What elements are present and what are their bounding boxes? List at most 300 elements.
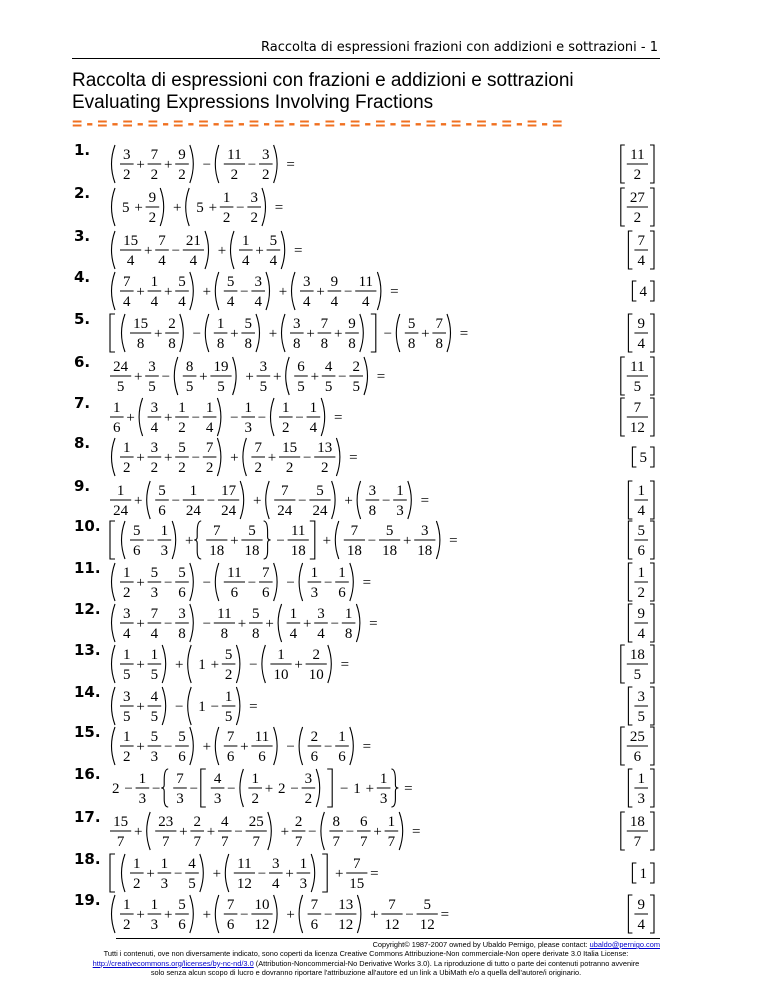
- integer: 5: [196, 200, 204, 216]
- exercise-number: 19.: [74, 891, 101, 909]
- answer-bracket-right: [650, 188, 654, 226]
- operator: +: [136, 284, 145, 300]
- answer-bracket-left: [628, 481, 632, 519]
- paren-mark: [274, 563, 278, 601]
- fraction-numerator: 7: [176, 771, 184, 787]
- operator: +: [212, 866, 222, 882]
- fraction-denominator: 18: [417, 543, 433, 559]
- fraction-numerator: 5: [423, 897, 431, 913]
- fraction-numerator: 1: [379, 771, 388, 787]
- answer-bracket-left: [628, 231, 632, 269]
- fraction-numerator: 5: [178, 274, 186, 290]
- answer-integer: 5: [639, 450, 647, 466]
- email-link[interactable]: ubaldo@pernigo.com: [589, 940, 660, 949]
- fraction-numerator: 2: [193, 814, 201, 830]
- paren-mark: [160, 188, 164, 226]
- exercise-expression: [108, 186, 290, 228]
- bracket-mark: [201, 769, 206, 807]
- operator: =: [249, 699, 258, 715]
- answer-numerator: 25: [629, 729, 645, 745]
- exercise-answer: [600, 767, 656, 809]
- operator: −: [286, 575, 295, 591]
- paren-mark: [162, 645, 166, 683]
- fraction-denominator: 5: [123, 667, 131, 683]
- fraction-denominator: 2: [205, 460, 214, 476]
- fraction-denominator: 5: [185, 379, 194, 395]
- answer-bracket-left: [621, 812, 625, 850]
- paren-mark: [274, 727, 278, 765]
- fraction-denominator: 8: [216, 336, 225, 352]
- exercise-number: 12.: [74, 600, 101, 618]
- bracket-mark: [110, 521, 115, 559]
- paren-mark: [240, 481, 244, 519]
- fraction-numerator: 11: [358, 274, 374, 290]
- answer-denominator: 4: [637, 626, 645, 642]
- exercise-expression: [108, 396, 349, 438]
- fraction-numerator: 3: [150, 440, 159, 456]
- answer-bracket-left: [632, 281, 636, 301]
- fraction-numerator: 1: [123, 565, 131, 581]
- paren-mark: [266, 481, 270, 519]
- fraction-denominator: 12: [419, 917, 435, 933]
- operator: +: [278, 284, 288, 300]
- answer-numerator: 1: [637, 771, 645, 787]
- operator: +: [136, 450, 145, 466]
- operator: +: [373, 824, 382, 840]
- paren-mark: [112, 145, 116, 183]
- fraction-numerator: 1: [133, 856, 141, 872]
- fraction-numerator: 7: [310, 897, 319, 913]
- operator: +: [280, 824, 290, 840]
- paren-mark: [147, 481, 151, 519]
- fraction-denominator: 5: [188, 876, 196, 892]
- bracket-mark: [322, 854, 327, 892]
- fraction-denominator: 8: [293, 336, 301, 352]
- answer-denominator: 4: [637, 336, 645, 352]
- operator: +: [252, 493, 262, 509]
- fraction-numerator: 6: [360, 814, 368, 830]
- answer-numerator: 27: [629, 190, 645, 206]
- paren-mark: [268, 812, 272, 850]
- fraction-denominator: 7: [252, 834, 260, 850]
- fraction-numerator: 13: [338, 897, 354, 913]
- exercise-number: 13.: [74, 641, 101, 659]
- fraction-denominator: 8: [136, 336, 145, 352]
- exercise-answer: [600, 561, 656, 603]
- fraction-numerator: 5: [178, 897, 186, 913]
- fraction-numerator: 3: [272, 856, 280, 872]
- paren-mark: [188, 645, 192, 683]
- fraction-denominator: 3: [138, 791, 147, 807]
- paren-mark: [205, 231, 209, 269]
- fraction-numerator: 15: [133, 316, 149, 332]
- fraction-denominator: 6: [310, 749, 319, 765]
- fraction-denominator: 2: [254, 460, 262, 476]
- operator: +: [210, 657, 220, 673]
- fraction-numerator: 3: [150, 400, 159, 416]
- integer: 2: [112, 781, 120, 797]
- exercise-expression: [108, 810, 427, 852]
- operator: =: [420, 493, 430, 509]
- fraction-denominator: 12: [384, 917, 400, 933]
- paren-mark: [316, 769, 320, 807]
- fraction-numerator: 15: [282, 440, 298, 456]
- fraction-numerator: 3: [304, 771, 313, 787]
- fraction-denominator: 3: [150, 749, 159, 765]
- paren-mark: [266, 272, 270, 310]
- fraction-numerator: 1: [396, 483, 404, 499]
- operator: −: [286, 739, 295, 755]
- operator: +: [265, 616, 274, 632]
- fraction-numerator: 1: [178, 400, 186, 416]
- fraction-denominator: 4: [289, 626, 298, 642]
- operator: +: [153, 326, 163, 342]
- answer-numerator: 9: [637, 897, 645, 913]
- integer: 2: [278, 781, 286, 797]
- operator: +: [199, 369, 208, 385]
- brace-mark: [161, 769, 168, 807]
- operator: −: [240, 907, 249, 923]
- fraction-denominator: 5: [150, 709, 159, 725]
- fraction-numerator: 17: [221, 483, 237, 499]
- operator: +: [255, 243, 264, 259]
- operator: −: [163, 616, 173, 632]
- operator: +: [294, 657, 303, 673]
- fraction-denominator: 2: [230, 167, 239, 183]
- fraction-denominator: 4: [150, 626, 159, 642]
- exercise-expression: [108, 893, 456, 935]
- fraction-denominator: 5: [123, 709, 131, 725]
- paren-mark: [240, 769, 244, 807]
- answer-bracket-right: [650, 481, 654, 519]
- operator: −: [192, 326, 202, 342]
- fraction-denominator: 6: [262, 585, 270, 601]
- bracket-mark: [371, 314, 376, 352]
- fraction-numerator: 2: [294, 814, 303, 830]
- operator: +: [264, 781, 274, 797]
- exercise-answer: [600, 643, 656, 685]
- operator: =: [293, 243, 303, 259]
- fraction-denominator: 8: [344, 626, 353, 642]
- fraction-numerator: 1: [309, 400, 318, 416]
- operator: −: [276, 533, 285, 549]
- paren-mark: [396, 314, 400, 352]
- answer-numerator: 18: [629, 814, 645, 830]
- fraction-denominator: 6: [158, 503, 166, 519]
- paren-mark: [399, 812, 403, 850]
- fraction-numerator: 11: [227, 565, 242, 581]
- fraction-denominator: 3: [150, 585, 159, 601]
- fraction-denominator: 4: [205, 420, 214, 436]
- fraction-numerator: 7: [213, 523, 221, 539]
- operator: =: [404, 781, 413, 797]
- license-link[interactable]: http://creativecommons.org/licenses/by-nc-nd/3.0: [92, 958, 254, 968]
- fraction-numerator: 21: [185, 233, 201, 249]
- fraction-numerator: 7: [320, 316, 329, 332]
- answer-bracket-right: [650, 357, 654, 395]
- fraction-numerator: 5: [150, 729, 159, 745]
- fraction-numerator: 3: [123, 689, 131, 705]
- fraction-numerator: 7: [123, 274, 131, 290]
- answer-denominator: 2: [633, 167, 642, 183]
- bracket-mark: [327, 769, 332, 807]
- paren-mark: [356, 604, 360, 642]
- fraction-denominator: 6: [133, 543, 141, 559]
- exercise-expression: [108, 519, 464, 561]
- fraction-denominator: 2: [133, 876, 141, 892]
- operator: +: [272, 369, 282, 385]
- fraction-denominator: 3: [150, 917, 159, 933]
- fraction-numerator: 3: [250, 190, 258, 206]
- paren-mark: [205, 314, 209, 352]
- fraction-numerator: 7: [150, 147, 159, 163]
- operator: +: [174, 657, 184, 673]
- paren-mark: [147, 812, 151, 850]
- fraction-denominator: 18: [290, 543, 306, 559]
- operator: −: [405, 907, 414, 923]
- paren-mark: [332, 481, 336, 519]
- operator: =: [390, 284, 399, 300]
- fraction-denominator: 6: [178, 917, 186, 933]
- fraction-numerator: 1: [310, 565, 319, 581]
- operator: −: [249, 657, 258, 673]
- paren-mark: [215, 145, 219, 183]
- fraction-numerator: 5: [150, 565, 159, 581]
- copyright-text: Copyright© 1987-2007 owned by Ubaldo Pernigo, please contact:: [372, 940, 590, 949]
- paren-mark: [162, 687, 166, 725]
- operator: +: [268, 326, 278, 342]
- operator: +: [237, 616, 247, 632]
- license-suffix: (Attribution-Noncommercial-No Derivative Works 3.0). La riproduzione di tutto o parte dei contenuti potranno avvenire: [253, 958, 640, 968]
- operator: −: [302, 450, 312, 466]
- answer-bracket-right: [650, 727, 654, 765]
- fraction-numerator: 15: [123, 233, 139, 249]
- paren-mark: [271, 398, 275, 436]
- footer-notice: solo senza alcun scopo di lucro e dovranno riportare l'attribuzione all'autore ed un link a UbiMath e/o a quella dell'autore/i originario.: [150, 967, 582, 977]
- fraction-numerator: 4: [150, 689, 159, 705]
- answer-bracket-right: [650, 521, 654, 559]
- fraction-denominator: 4: [189, 253, 198, 269]
- fraction-denominator: 5: [324, 379, 333, 395]
- operator: =: [411, 824, 421, 840]
- operator: +: [285, 866, 294, 882]
- fraction-denominator: 6: [258, 749, 266, 765]
- exercise-answer: [600, 852, 656, 894]
- answer-bracket-right: [650, 447, 654, 467]
- operator: +: [365, 781, 375, 797]
- fraction-denominator: 18: [244, 543, 260, 559]
- operator: −: [230, 410, 239, 426]
- fraction-denominator: 3: [176, 791, 184, 807]
- fraction-denominator: 6: [113, 420, 121, 436]
- answer-bracket-right: [650, 687, 654, 725]
- fraction-numerator: 7: [226, 897, 235, 913]
- paren-mark: [190, 145, 194, 183]
- fraction-denominator: 15: [349, 876, 365, 892]
- operator: +: [302, 616, 312, 632]
- paren-mark: [215, 272, 219, 310]
- exercise-expression: [108, 852, 385, 894]
- paren-mark: [233, 357, 237, 395]
- fraction-numerator: 6: [297, 359, 305, 375]
- fraction-numerator: 1: [123, 897, 131, 913]
- operator: +: [134, 200, 143, 216]
- footer: [72, 940, 660, 977]
- fraction-denominator: 12: [338, 917, 354, 933]
- fraction-denominator: 8: [244, 336, 252, 352]
- fraction-numerator: 2: [168, 316, 176, 332]
- exercise-answer: [600, 602, 656, 644]
- fraction-numerator: 5: [248, 523, 256, 539]
- fraction-numerator: 11: [217, 606, 232, 622]
- fraction-denominator: 4: [150, 420, 159, 436]
- answer-bracket-left: [628, 769, 632, 807]
- operator: −: [257, 866, 267, 882]
- exercise-expression: [108, 725, 378, 767]
- answer-bracket-right: [650, 895, 654, 933]
- operator: +: [267, 450, 277, 466]
- answer-numerator: 1: [637, 565, 645, 581]
- operator: +: [136, 616, 145, 632]
- paren-mark: [350, 727, 354, 765]
- paren-mark: [286, 357, 290, 395]
- paren-mark: [299, 895, 303, 933]
- operator: −: [124, 781, 133, 797]
- fraction-denominator: 4: [330, 294, 339, 310]
- paren-mark: [190, 727, 194, 765]
- answer-bracket-left: [621, 398, 625, 436]
- fraction-numerator: 1: [160, 523, 169, 539]
- operator: −: [343, 284, 353, 300]
- title-line-1: Raccolta di espressioni con frazioni e addizioni e sottrazioni: [72, 70, 574, 91]
- answer-denominator: 7: [633, 834, 642, 850]
- fraction-denominator: 8: [348, 336, 356, 352]
- paren-mark: [112, 438, 116, 476]
- fraction-denominator: 2: [282, 420, 290, 436]
- paren-mark: [112, 231, 116, 269]
- paren-mark: [335, 521, 339, 559]
- fraction-numerator: 1: [150, 647, 159, 663]
- answer-bracket-right: [650, 604, 654, 642]
- paren-mark: [236, 687, 240, 725]
- exercise-expression: [108, 561, 378, 603]
- operator: +: [202, 284, 212, 300]
- fraction-numerator: 1: [150, 274, 159, 290]
- answer-bracket-right: [650, 769, 654, 807]
- footer-license-link-line: [72, 959, 660, 968]
- fraction-numerator: 1: [216, 316, 225, 332]
- fraction-denominator: 2: [250, 210, 258, 226]
- operator: −: [383, 326, 393, 342]
- paren-mark: [278, 604, 282, 642]
- operator: −: [234, 824, 243, 840]
- paren-mark: [112, 895, 116, 933]
- fraction-numerator: 4: [221, 814, 229, 830]
- paren-mark: [447, 314, 451, 352]
- paren-mark: [122, 521, 126, 559]
- exercise-expression: [108, 355, 392, 397]
- operator: −: [381, 493, 391, 509]
- fraction-denominator: 2: [178, 167, 186, 183]
- exercise-expression: [108, 436, 364, 478]
- operator: +: [136, 657, 145, 673]
- exercise-answer: [600, 519, 656, 561]
- paren-mark: [336, 438, 340, 476]
- fraction-numerator: 9: [348, 316, 356, 332]
- operator: +: [133, 493, 143, 509]
- fraction-numerator: 7: [435, 316, 443, 332]
- answer-bracket-right: [650, 145, 654, 183]
- operator: =: [274, 200, 284, 216]
- answer-denominator: 2: [637, 585, 645, 601]
- fraction-numerator: 4: [188, 856, 196, 872]
- operator: −: [323, 739, 333, 755]
- fraction-denominator: 2: [285, 460, 294, 476]
- operator: −: [163, 575, 173, 591]
- fraction-numerator: 3: [421, 523, 429, 539]
- operator: +: [370, 907, 379, 923]
- paren-mark: [190, 604, 194, 642]
- exercise-answer: [600, 810, 656, 852]
- fraction-numerator: 2: [312, 647, 320, 663]
- fraction-denominator: 2: [150, 167, 159, 183]
- paren-mark: [350, 563, 354, 601]
- fraction-numerator: 7: [150, 606, 159, 622]
- answer-integer: 1: [639, 866, 647, 882]
- fraction-denominator: 7: [221, 834, 229, 850]
- operator: +: [245, 369, 254, 385]
- bracket-mark: [310, 521, 315, 559]
- paren-mark: [225, 854, 229, 892]
- fraction-numerator: 4: [324, 359, 333, 375]
- fraction-numerator: 23: [158, 814, 174, 830]
- operator: =: [376, 369, 386, 385]
- exercise-expression: [108, 143, 302, 185]
- fraction-denominator: 2: [123, 460, 131, 476]
- answer-numerator: 5: [637, 523, 645, 539]
- operator: −: [191, 410, 201, 426]
- answer-denominator: 3: [637, 791, 645, 807]
- operator: −: [367, 533, 377, 549]
- fraction-numerator: 7: [226, 729, 235, 745]
- exercise-expression: [108, 229, 309, 271]
- fraction-denominator: 5: [148, 379, 156, 395]
- exercise-number: 15.: [74, 723, 101, 741]
- fraction-numerator: 1: [205, 400, 214, 416]
- fraction-numerator: 3: [303, 274, 311, 290]
- operator: −: [171, 493, 181, 509]
- fraction-denominator: 2: [224, 667, 233, 683]
- answer-numerator: 7: [633, 400, 642, 416]
- fraction-denominator: 4: [150, 294, 159, 310]
- exercise-answer: [600, 270, 656, 312]
- paren-mark: [299, 727, 303, 765]
- answer-denominator: 4: [637, 253, 645, 269]
- operator: −: [308, 824, 317, 840]
- fraction-numerator: 25: [248, 814, 264, 830]
- paren-mark: [328, 645, 332, 683]
- answer-bracket-left: [621, 145, 625, 183]
- answer-denominator: 5: [637, 709, 645, 725]
- exercise-expression: [108, 643, 356, 685]
- fraction-denominator: 3: [396, 503, 404, 519]
- operator: −: [227, 781, 236, 797]
- answer-bracket-right: [650, 398, 654, 436]
- paren-mark: [215, 895, 219, 933]
- fraction-denominator: 18: [382, 543, 398, 559]
- fraction-numerator: 5: [224, 647, 233, 663]
- fraction-numerator: 8: [185, 359, 194, 375]
